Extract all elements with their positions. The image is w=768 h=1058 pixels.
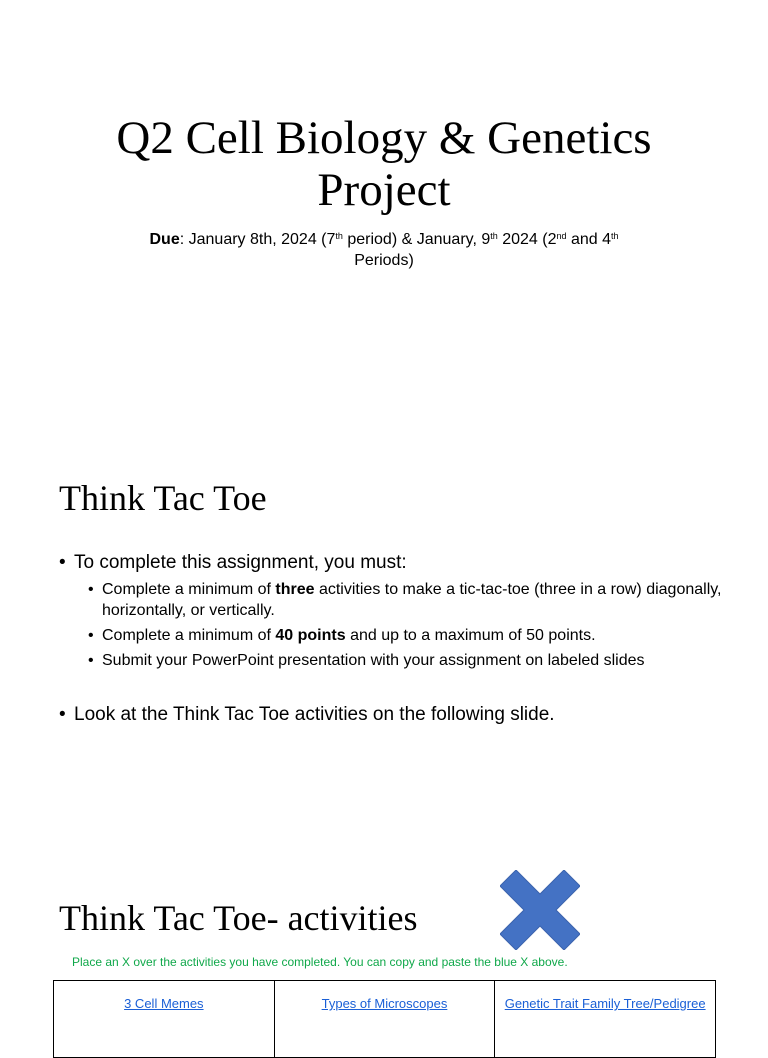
title-slide xyxy=(0,0,768,450)
project-title: Q2 Cell Biology & Genetics Project xyxy=(116,112,652,216)
due-label: Due xyxy=(149,231,180,248)
activities-grid xyxy=(53,980,716,1058)
bullet-list xyxy=(59,551,739,727)
instruction-text: Place an X over the activities you have completed. You can copy and paste the blue X above. xyxy=(72,955,568,969)
sub-bullet-list xyxy=(59,579,739,671)
due-date-text: Due: January 8th, 2024 (7th period) & January, 9th 2024 (2nd and 4th Periods) xyxy=(100,229,668,271)
activity-link-cell-memes[interactable]: 3 Cell Memes xyxy=(124,996,204,1011)
activity-link-microscopes[interactable]: Types of Microscopes xyxy=(321,996,448,1011)
sub-bullet-item: • Complete a minimum of three activities to make a tic-tac-toe (three in a row) diagonally, horizontally, or vertically. xyxy=(59,579,739,621)
bullet-item: • Look at the Think Tac Toe activities on the following slide. xyxy=(59,703,739,727)
due-periods: Periods) xyxy=(354,252,414,269)
slide-title: Think Tac Toe xyxy=(59,478,267,518)
table-row xyxy=(54,981,716,1058)
slide-title: Think Tac Toe- activities xyxy=(59,898,418,938)
sub-bullet-item: • Submit your PowerPoint presentation with your assignment on labeled slides xyxy=(59,650,739,671)
activity-link-family-tree[interactable]: Genetic Trait Family Tree/Pedigree xyxy=(504,996,706,1011)
activity-cell xyxy=(274,981,495,1058)
activities-slide xyxy=(0,850,768,1024)
instructions-slide xyxy=(0,450,768,850)
activity-cell xyxy=(495,981,716,1058)
sub-bullet-item: • Complete a minimum of 40 points and up to a maximum of 50 points. xyxy=(59,625,739,646)
blue-x-icon[interactable] xyxy=(500,870,580,950)
bullet-item: • To complete this assignment, you must: xyxy=(59,551,739,575)
activity-cell xyxy=(54,981,275,1058)
